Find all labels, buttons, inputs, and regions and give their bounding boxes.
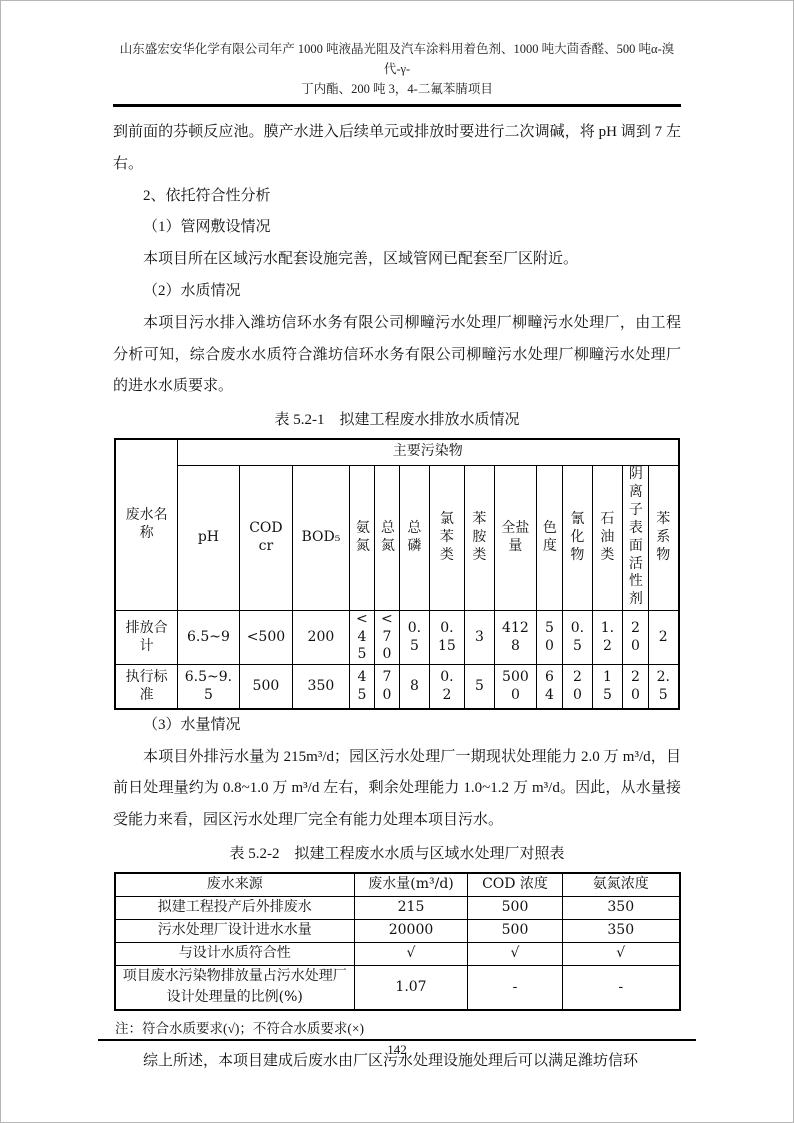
table1-caption: 表 5.2-1 拟建工程废水排放水质情况 — [274, 412, 520, 429]
cell: 20 — [622, 665, 648, 709]
wastewater-discharge-table — [114, 438, 679, 710]
cell: 200 — [292, 610, 349, 665]
column-header: 氨氮浓度 — [563, 873, 680, 896]
paragraph-continuation: 到前面的芬顿反应池。膜产水进入后续单元或排放时要进行二次调碱，将 pH 调到 7 左右。 — [113, 124, 681, 172]
row-label: 项目废水污染物排放量占污水处理厂设计处理量的比例(%) — [115, 965, 355, 1010]
column-header: BOD₅ — [292, 465, 349, 610]
column-header: 氨氮 — [349, 465, 374, 610]
table2-caption: 表 5.2-2 拟建工程废水水质与区域水处理厂对照表 — [229, 846, 565, 863]
table-row — [115, 610, 678, 665]
group-header: 主要污染物 — [177, 439, 678, 465]
cell: 2.5 — [648, 665, 678, 709]
column-header: 废水名称 — [115, 439, 177, 610]
cell: 64 — [536, 665, 562, 709]
row-label: 拟建工程投产后外排废水 — [115, 896, 355, 919]
column-header: 苯胺类 — [464, 465, 494, 610]
table-row — [115, 965, 680, 1010]
page-content — [1, 1, 793, 1077]
cell: 0.5 — [562, 610, 592, 665]
cell: 350 — [563, 919, 680, 942]
header-title-line1: 山东盛宏安华化学有限公司年产 1000 吨液晶光阻及汽车涂料用着色剂、1000 吨大茴香醛、500 吨α-溴代-γ- — [119, 42, 675, 76]
cell: 3 — [464, 610, 494, 665]
table-row — [115, 896, 680, 919]
cell: 20 — [562, 665, 592, 709]
cell: 1.07 — [355, 965, 468, 1010]
cell: √ — [355, 942, 468, 965]
column-header: 废水量(m³/d) — [355, 873, 468, 896]
table-row — [115, 942, 680, 965]
column-header: 色度 — [536, 465, 562, 610]
cell: √ — [563, 942, 680, 965]
cell: 6.5~9 — [177, 610, 239, 665]
column-header: 阴离子表面活性剂 — [622, 465, 648, 610]
column-header: COD 浓度 — [468, 873, 563, 896]
column-header: 苯系物 — [648, 465, 678, 610]
cell: - — [563, 965, 680, 1010]
cell: 45 — [349, 665, 374, 709]
cell: 4128 — [494, 610, 536, 665]
cell: 2 — [648, 610, 678, 665]
column-header: CODcr — [239, 465, 292, 610]
cell: 500 — [468, 896, 563, 919]
cell: √ — [468, 942, 563, 965]
cell: 5 — [464, 665, 494, 709]
cell: 215 — [355, 896, 468, 919]
cell: 6.5~9.5 — [177, 665, 239, 709]
cell: 0.15 — [429, 610, 464, 665]
cell: 5000 — [494, 665, 536, 709]
cell: 20 — [622, 610, 648, 665]
row-label: 污水处理厂设计进水水量 — [115, 919, 355, 942]
cell: 15 — [592, 665, 622, 709]
cell: 50 — [536, 610, 562, 665]
cell: 20000 — [355, 919, 468, 942]
page-footer — [98, 1039, 696, 1059]
header-divider — [113, 104, 681, 107]
cell: 8 — [399, 665, 429, 709]
header-title-line2: 丁内酯、200 吨 3，4-二氟苯腈项目 — [301, 82, 493, 96]
table-row — [115, 919, 680, 942]
cell: 1.2 — [592, 610, 622, 665]
section-heading-2: 2、依托符合性分析 — [143, 187, 271, 204]
cell: 0.5 — [399, 610, 429, 665]
document-header — [113, 39, 681, 99]
column-header: 总氮 — [374, 465, 399, 610]
row-label: 排放合计 — [115, 610, 177, 665]
column-header: 氯苯类 — [429, 465, 464, 610]
comparison-table — [114, 872, 681, 1011]
column-header: pH — [177, 465, 239, 610]
cell: <45 — [349, 610, 374, 665]
table-row — [115, 665, 678, 709]
row-label: 执行标准 — [115, 665, 177, 709]
cell: 0.2 — [429, 665, 464, 709]
paragraph-water-quality: 本项目污水排入潍坊信环水务有限公司柳疃污水处理厂柳疃污水处理厂，由工程分析可知，综合废水水质符合潍坊信环水务有限公司柳疃污水处理厂柳疃污水处理厂的进水水质要求。 — [113, 314, 681, 395]
table-note: 注：符合水质要求(√)；不符合水质要求(×) — [115, 1021, 365, 1037]
column-header: 总磷 — [399, 465, 429, 610]
row-label: 与设计水质符合性 — [115, 942, 355, 965]
subsection-heading-3: （3）水量情况 — [143, 716, 241, 733]
column-header: 氰化物 — [562, 465, 592, 610]
cell: 350 — [292, 665, 349, 709]
cell: - — [468, 965, 563, 1010]
cell: 70 — [374, 665, 399, 709]
column-header: 全盐量 — [494, 465, 536, 610]
paragraph-water-volume: 本项目外排污水量为 215m³/d；园区污水处理厂一期现状处理能力 2.0 万 m³/d，目前日处理量约为 0.8~1.0 万 m³/d 左右，剩余处理能力 1.0~1.2 万 m³/d。因此，从水量接受能力来看，园区污水处理厂完全有能力处理本项目污水。 — [113, 748, 681, 829]
cell: <70 — [374, 610, 399, 665]
cell: 500 — [468, 919, 563, 942]
column-header: 废水来源 — [115, 873, 355, 896]
page-number: 142 — [387, 1042, 407, 1057]
paragraph-conclusion: 综上所述，本项目建成后废水由厂区污水处理设施处理后可以满足潍坊信环 — [143, 1052, 639, 1069]
column-header: 石油类 — [592, 465, 622, 610]
paragraph-pipeline: 本项目所在区域污水配套设施完善，区域管网已配套至厂区附近。 — [143, 251, 579, 268]
cell: 350 — [563, 896, 680, 919]
subsection-heading-1: （1）管网敷设情况 — [143, 219, 271, 236]
subsection-heading-2: （2）水质情况 — [143, 282, 241, 299]
cell: <500 — [239, 610, 292, 665]
cell: 500 — [239, 665, 292, 709]
